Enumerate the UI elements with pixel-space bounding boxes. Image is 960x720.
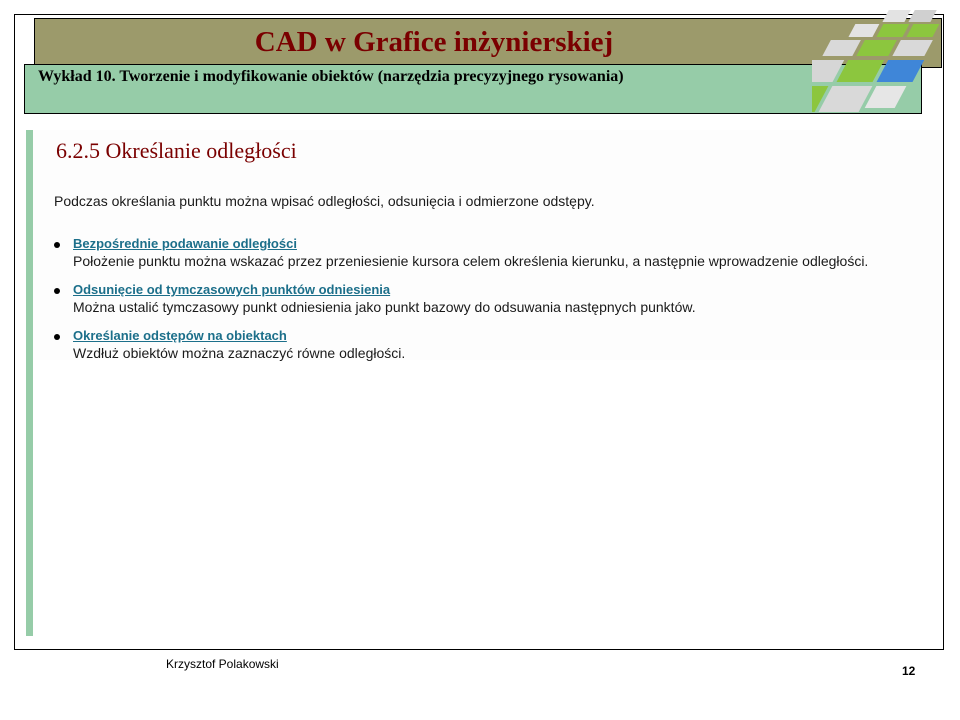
- content-accent-rule: [26, 130, 33, 636]
- bullet-icon: [54, 242, 60, 248]
- list-item-description: Można ustalić tymczasowy punkt odniesienia jako punkt bazowy do odsuwania następnych punktów.: [73, 299, 696, 315]
- bullet-icon: [54, 334, 60, 340]
- list-item-description: Położenie punktu można wskazać przez przeniesienie kursora celem określenia kierunku, a następnie wprowadzenie odległości.: [73, 253, 869, 269]
- slide-title: CAD w Grafice inżynierskiej: [254, 26, 614, 58]
- bullet-icon: [54, 288, 60, 294]
- link-bezposrednie-podawanie[interactable]: Bezpośrednie podawanie odległości: [73, 236, 297, 251]
- link-okreslanie-odstepow[interactable]: Określanie odstępów na obiektach: [73, 328, 287, 343]
- link-odsuniecie-od-punktow[interactable]: Odsunięcie od tymczasowych punktów odniesienia: [73, 282, 391, 297]
- page-number: 12: [902, 664, 916, 678]
- section-intro: Podczas określania punktu można wpisać odległości, odsunięcia i odmierzone odstępy.: [54, 193, 595, 209]
- list-item-description: Wzdłuż obiektów można zaznaczyć równe odległości.: [73, 345, 406, 361]
- section-heading: 6.2.5 Określanie odległości: [56, 138, 297, 163]
- lecture-subtitle: Wykład 10. Tworzenie i modyfikowanie obiektów (narzędzia precyzyjnego rysowania): [38, 68, 624, 85]
- footer-author: Krzysztof Polakowski: [166, 657, 279, 671]
- e-studia-logo-icon: [812, 4, 952, 128]
